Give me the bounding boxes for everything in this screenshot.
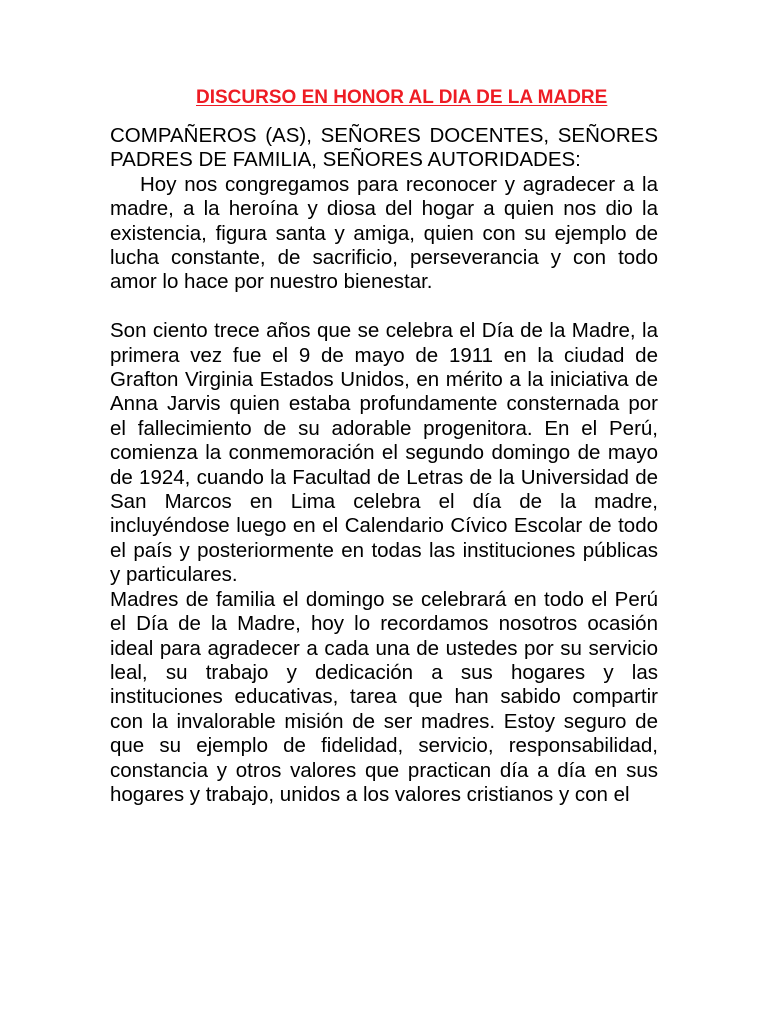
document-body — [110, 124, 658, 807]
salutation-paragraph: COMPAÑEROS (AS), SEÑORES DOCENTES, SEÑORES PADRES DE FAMILIA, SEÑORES AUTORIDADES: — [110, 124, 658, 172]
tribute-paragraph: Madres de familia el domingo se celebrará en todo el Perú el Día de la Madre, hoy lo recordamos nosotros ocasión ideal para agradecer a cada una de ustedes por su servicio leal, su trabajo y dedicación a sus hogares y las instituciones educativas, tarea que han sabido compartir con la invalorable misión de ser madres. Estoy seguro de que su ejemplo de fidelidad, servicio, responsabilidad, constancia y otros valores que practican día a día en sus hogares y trabajo, unidos a los valores cristianos y con el — [110, 587, 658, 806]
intro-paragraph: Hoy nos congregamos para reconocer y agradecer a la madre, a la heroína y diosa del hogar a quien nos dio la existencia, figura santa y amiga, quien con su ejemplo de lucha constante, de sacrificio, perseverancia y con todo amor lo hace por nuestro bienestar. — [110, 172, 658, 294]
document-title: DISCURSO EN HONOR AL DIA DE LA MADRE — [196, 87, 608, 108]
history-paragraph: Son ciento trece años que se celebra el Día de la Madre, la primera vez fue el 9 de mayo de 1911 en la ciudad de Grafton Virginia Estados Unidos, en mérito a la iniciativa de Anna Jarvis quien estaba profundamente consternada por el fallecimiento de su adorable progenitora. En el Perú, comienza la conmemoración el segundo domingo de mayo de 1924, cuando la Facultad de Letras de la Universidad de San Marcos en Lima celebra el día de la madre, incluyéndose luego en el Calendario Cívico Escolar de todo el país y posteriormente en todas las instituciones públicas y particulares. — [110, 319, 658, 587]
